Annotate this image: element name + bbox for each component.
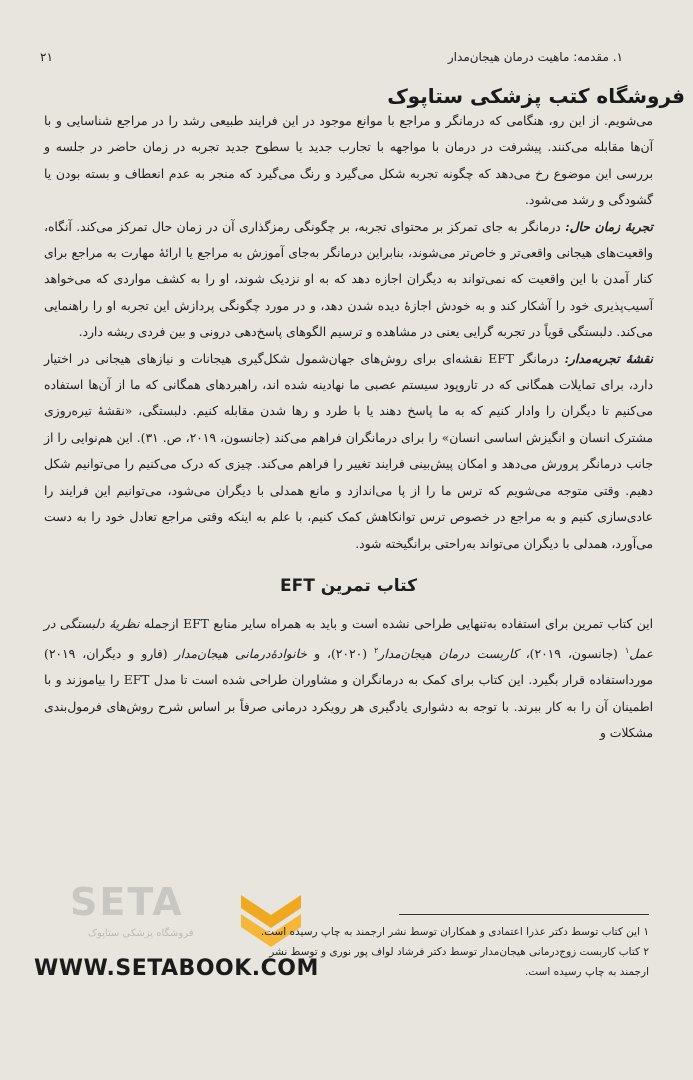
- website-url: WWW.SETABOOK.COM: [34, 956, 319, 981]
- book-title: کاربست درمان هیجان‌مدار: [378, 646, 519, 661]
- run-in-heading: نقشهٔ تجربه‌مدار:: [564, 350, 653, 366]
- paragraph-text: (۲۰۲۰)، و: [306, 646, 375, 661]
- paragraph-text: درمانگر EFT نقشه‌ای برای روش‌های جهان‌شمول شکل‌گیری هیجانات و نیازهای هیجانی در اختیار دارد، برای تمایلات همگانی که در تاروپود سیستم عصبی ما نهادینه شده اند، راهبردهای همگانی که ما از آن‌ها استفاده می‌کنیم تا دیگران را وادار کنیم که به ما پاسخ دهند یا با طرد و رها شدن مقابله کنیم. دلبستگی، «نقشهٔ تیره‌روزی مشترک انسان و انگیزش اساسی انسان» را برای درمانگران فراهم می‌کند (جانسون، ۲۰۱۹، ص. ۳۱). این هم‌نوایی را از جانب درمانگر پرورش می‌دهد و امکان پیش‌بینی فرایند تغییر را فراهم می‌کند. چیزی که درک می‌کنیم را می‌توانیم شکل دهیم. وقتی متوجه می‌شویم که ترس ما را از پا می‌اندازد و مانع همدلی با دیگران می‌شود، می‌توانیم این فرایند را عادی‌سازی کنیم و به مراجع در خصوص ترس توانکاهش کمک کنیم، با علم به اینکه وقتی مراجع تعادل خود را به دست می‌آورد، همدلی با دیگران می‌تواند به‌راحتی برانگیخته شود.: [44, 351, 653, 551]
- paragraph-intro: می‌شویم. از این رو، هنگامی که درمانگر و مراجع با موانع موجود در این فرایند طبیعی رشد را در مراجع شناسایی و با آن‌ها مقابله می‌کنند. پیشرفت در درمان با مواجهه با تجارب جدید یا سطوح جدید تجربه در زمان حاضر در جلسه و بررسی این موضوع رخ می‌دهد که چگونه تجربه شکل می‌گیرد و رنگ می‌گیرد که منجر به عدم انعطاف و بسته بودن یا گشودگی و رشد می‌شود.: [44, 114, 653, 208]
- run-in-heading: تجربهٔ زمان حال:: [565, 218, 653, 234]
- paragraph-text: این کتاب تمرین برای استفاده به‌تنهایی طراحی نشده است و باید به همراه سایر منابع EFT ازجمله: [139, 617, 653, 632]
- book-title: نظریهٔ دلبستگی در عمل: [44, 617, 653, 661]
- logo-brand-text: SETA: [70, 880, 184, 924]
- paragraph-text: (فارو و دیگران، ۲۰۱۹) مورداستفاده قرار بگیرد. این کتاب برای کمک به درمانگران و مشاوران طراحی شده است تا مدل EFT را بیاموزند و با اطمینان آن را به کار ببرند. با توجه به دشواری یادگیری هر رویکرد درمانی صرفاً بر اساس شرح روش‌های فرمول‌بندی مشکلات و: [44, 646, 653, 741]
- body-text: [44, 108, 653, 746]
- paragraph-experiential-map: [44, 346, 653, 557]
- book-title: خانوادهٔ‌درمانی هیجان‌مدار: [174, 646, 307, 661]
- paragraph-workbook: [44, 611, 653, 746]
- logo-subtitle: فروشگاه پزشکی ستاپوک: [88, 928, 194, 939]
- section-heading: کتاب تمرین EFT: [280, 575, 417, 596]
- paragraph-text: درمانگر به جای تمرکز بر محتوای تجربه، بر چگونگی رمزگذاری آن در زمان حال تمرکز می‌کند. آنگاه، واقعیت‌های هیجانی واقعی‌تر و خاص‌تر می‌شوند، بنابراین درمانگر به‌جای آموزش به مراجع یا ارائهٔ مهارت به مراجع برای کنار آمدن با این واقعیت که نمی‌تواند به دیگران اجازه دهد که به او نزدیک شوند، او را به کشف مواردی که می‌خواهد آسیب‌پذیری خود را آشکار کند و به خودش اجازهٔ دیده شدن دهد، و در مورد چگونگی پردازش این تجربه او را راهنمایی می‌کند. دلبستگی قویاً در تجربه گرایی یعنی در مشاهده و ترسیم الگوهای پاسخ‌دهی درونی و بین فردی ریشه دارد.: [44, 219, 653, 340]
- paragraph-present-experience: [44, 214, 653, 346]
- footnote-ref: ۱: [624, 645, 630, 655]
- footnote-divider: [399, 914, 649, 915]
- footnote-ref: ۲: [374, 645, 379, 655]
- footnote-item: ۱ این کتاب توسط دکتر عذرا اعتمادی و همکاران توسط نشر ارجمند به چاپ رسیده است.: [260, 926, 649, 938]
- page-number: ۲۱: [40, 50, 53, 64]
- paragraph-text: (جانسون، ۲۰۱۹)،: [518, 646, 625, 661]
- footnote-item: ۲ کتاب کاربست زوج‌درمانی هیجان‌مدار توسط دکتر فرشاد لواف پور نوری و توسط نشر ارجمند به چاپ رسیده است.: [269, 946, 649, 978]
- running-header: [40, 44, 623, 70]
- watermark-store-title: فروشگاه کتب پزشکی ستاپوک: [387, 84, 685, 108]
- chapter-title: ۱. مقدمه: ماهیت درمان هیجان‌مدار: [447, 50, 623, 64]
